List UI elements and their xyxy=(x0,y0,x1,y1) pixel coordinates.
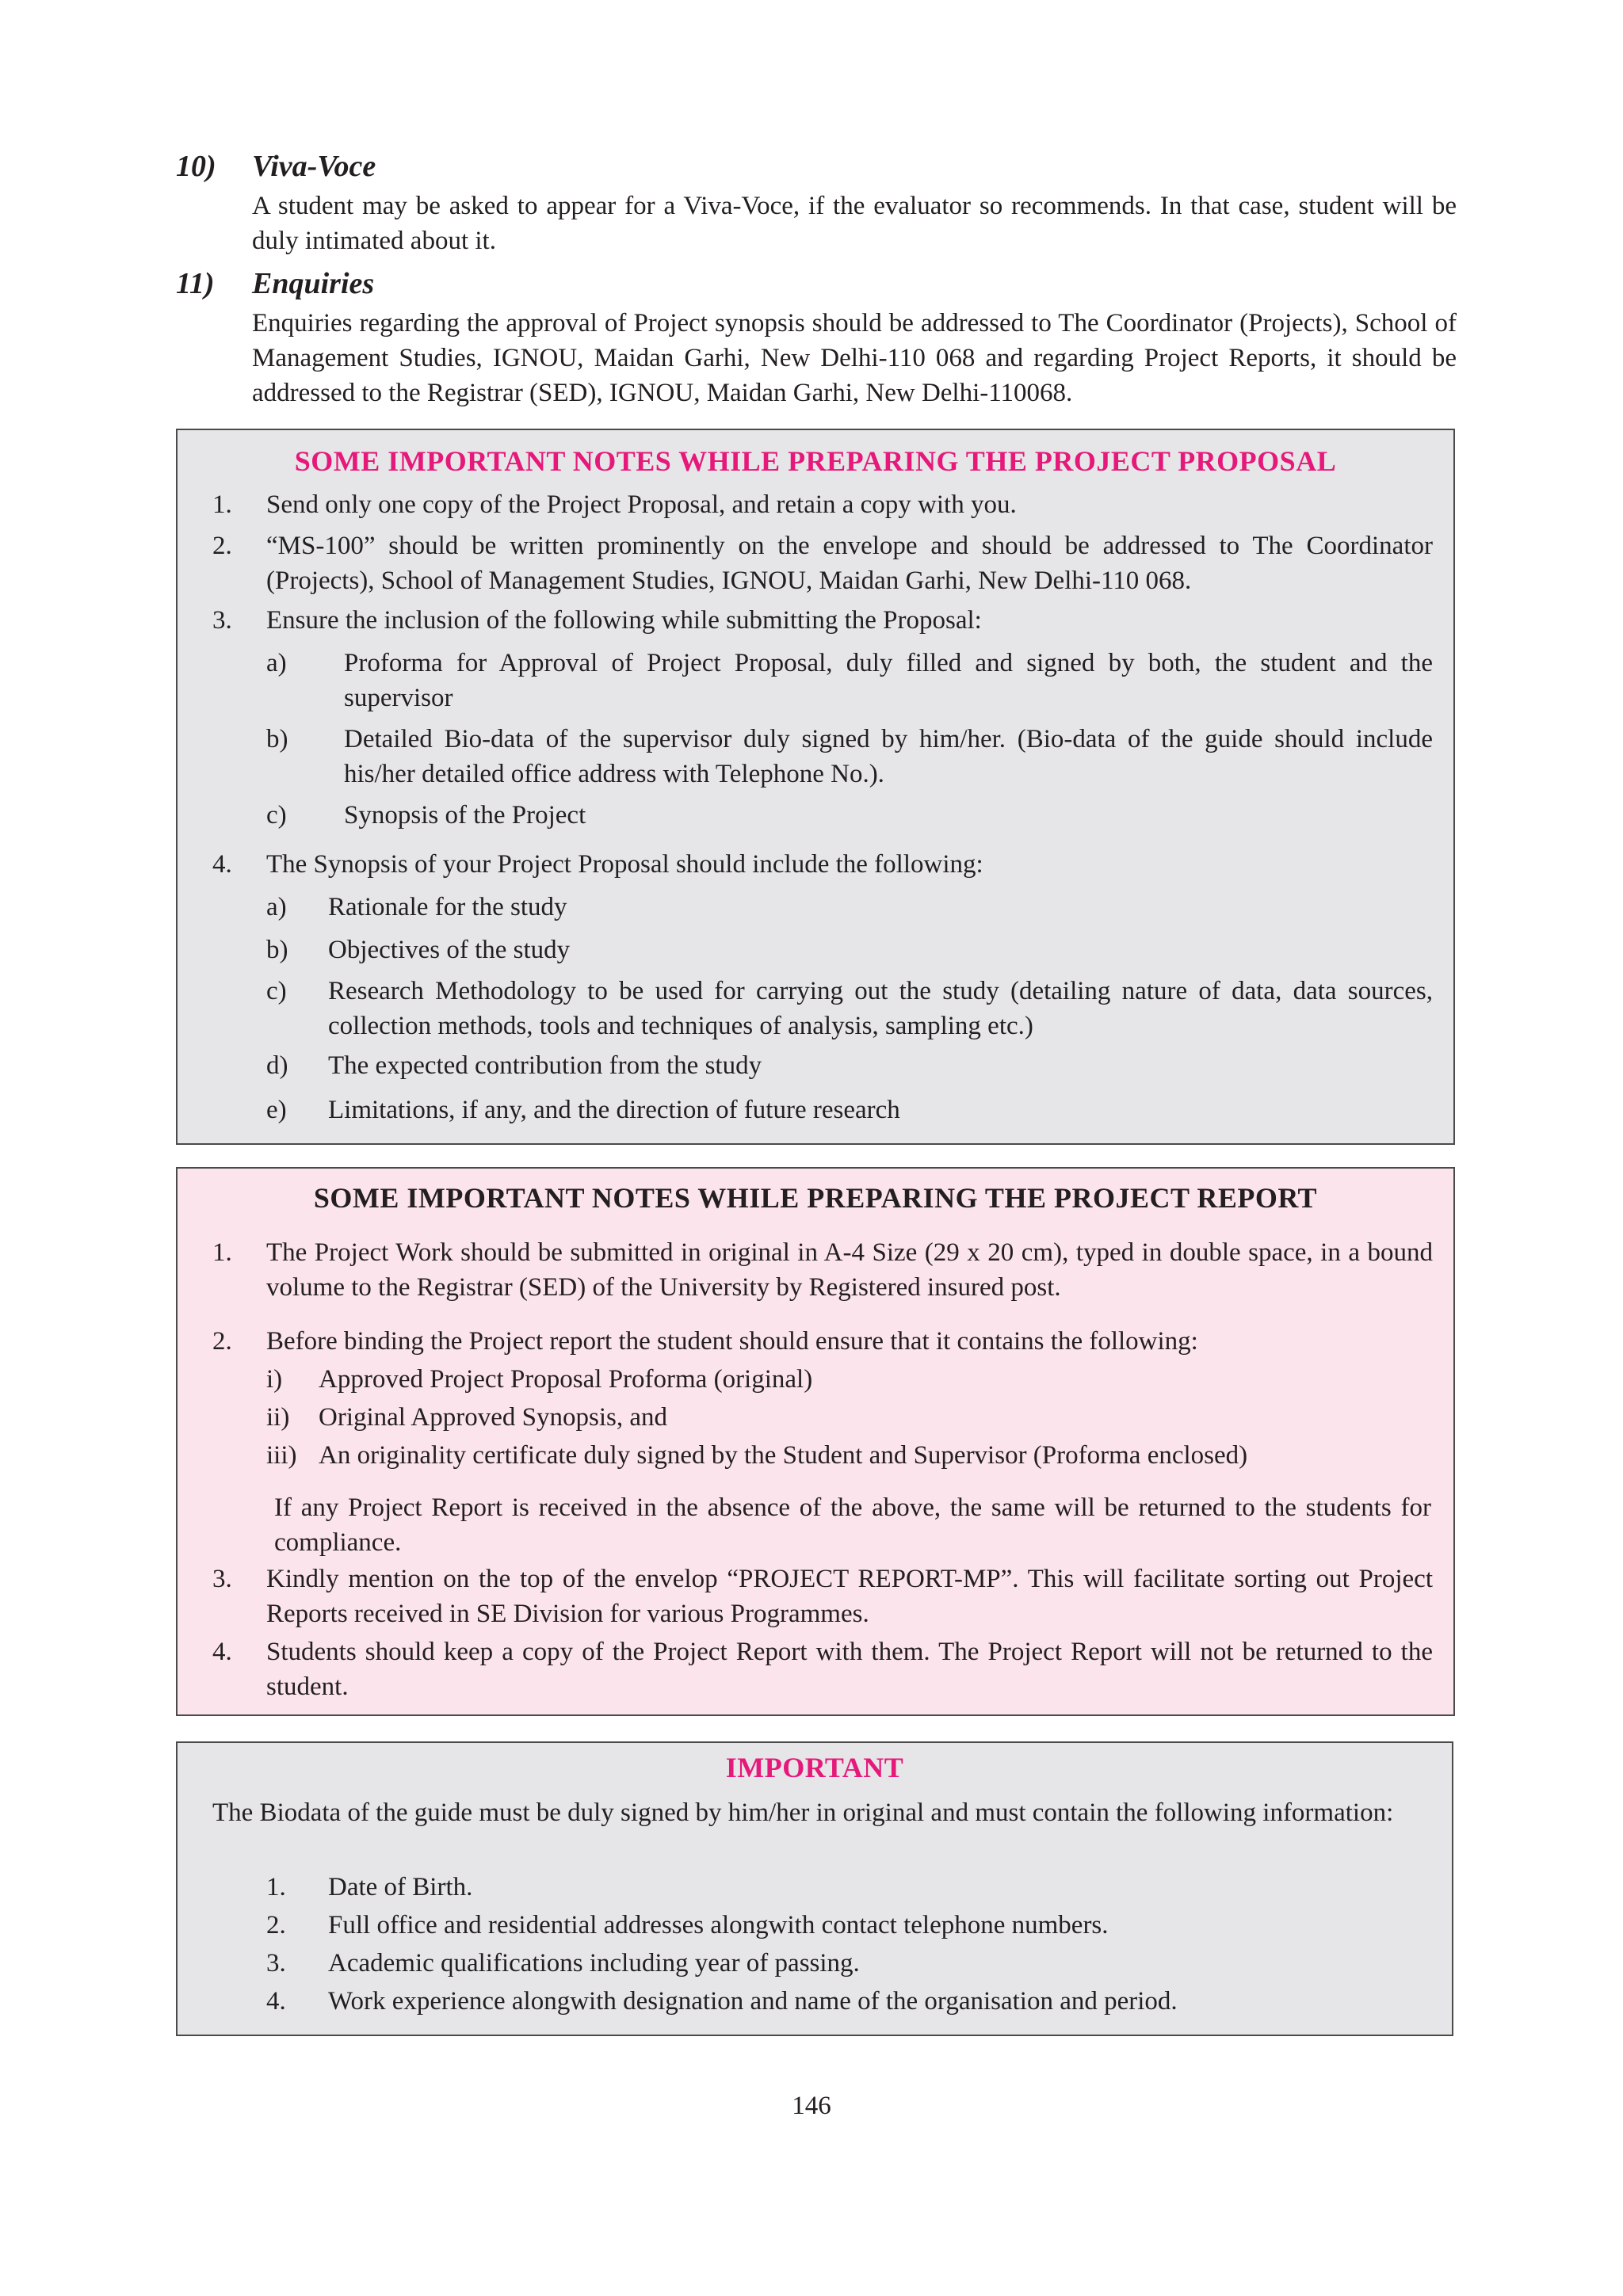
list-roman: ii) xyxy=(266,1403,290,1432)
list-letter: a) xyxy=(266,893,287,921)
list-letter: d) xyxy=(266,1051,288,1080)
list-text: Synopsis of the Project xyxy=(344,801,586,830)
list-number: 3. xyxy=(266,1949,286,1978)
list-text: Proforma for Approval of Project Proposal, duly filled and signed by both, the student and the supervisor xyxy=(344,649,1433,712)
list-text: Rationale for the study xyxy=(328,893,567,921)
list-number: 3. xyxy=(212,1565,232,1593)
list-number: 4. xyxy=(212,850,232,879)
section-11-body: Enquiries regarding the approval of Project synopsis should be addressed to The Coordinator (Projects), School of Management Studies, IGNOU, Maidan Garhi, New Delhi-110 068 and regarding Project Reports, it should be addressed to the Registrar (SED), IGNOU, Maidan Garhi, New Delhi-110068. xyxy=(252,309,1457,407)
list-letter: b) xyxy=(266,725,288,753)
list-letter: a) xyxy=(266,649,287,677)
list-number: 4. xyxy=(212,1638,232,1666)
list-text: Research Methodology to be used for carrying out the study (detailing nature of data, data sources, collection methods, tools and techniques of analysis, sampling etc.) xyxy=(328,977,1433,1040)
list-text: An originality certificate duly signed by the Student and Supervisor (Proforma enclosed) xyxy=(319,1441,1248,1470)
report-notes-box xyxy=(176,1167,1455,1716)
list-text: Before binding the Project report the student should ensure that it contains the following: xyxy=(266,1327,1198,1356)
report-item-2-note: If any Project Report is received in the absence of the above, the same will be returned to the students for compliance. xyxy=(274,1493,1431,1557)
section-10-title: Viva-Voce xyxy=(252,150,376,183)
list-text: Students should keep a copy of the Project Report with them. The Project Report will not be returned to the student. xyxy=(266,1638,1433,1701)
important-box xyxy=(176,1741,1453,2036)
report-notes-title: SOME IMPORTANT NOTES WHILE PREPARING THE PROJECT REPORT xyxy=(313,1182,1318,1214)
list-letter: e) xyxy=(266,1096,287,1124)
important-title: IMPORTANT xyxy=(725,1752,904,1783)
list-text: Objectives of the study xyxy=(328,936,571,964)
page-number: 146 xyxy=(792,2092,831,2120)
list-text: Limitations, if any, and the direction of future research xyxy=(328,1096,900,1124)
section-11-number: 11) xyxy=(176,267,215,300)
list-letter: c) xyxy=(266,801,287,830)
section-11-title: Enquiries xyxy=(252,267,375,300)
list-text: Send only one copy of the Project Proposal, and retain a copy with you. xyxy=(266,490,1017,519)
section-10-body: A student may be asked to appear for a Viva-Voce, if the evaluator so recommends. In that case, student will be duly intimated about it. xyxy=(252,192,1457,255)
list-number: 2. xyxy=(212,532,232,560)
list-text: Ensure the inclusion of the following while submitting the Proposal: xyxy=(266,606,982,635)
list-letter: c) xyxy=(266,977,287,1005)
list-text: Academic qualifications including year of passing. xyxy=(328,1949,860,1978)
proposal-notes-box xyxy=(176,429,1455,1145)
list-text: Kindly mention on the top of the envelop “PROJECT REPORT-MP”. This will facilitate sorting out Project Reports received in SE Division for various Programmes. xyxy=(266,1565,1433,1628)
list-roman: iii) xyxy=(266,1441,297,1470)
list-text: The Synopsis of your Project Proposal should include the following: xyxy=(266,850,983,879)
list-text: The Project Work should be submitted in original in A-4 Size (29 x 20 cm), typed in double space, in a bound volume to the Registrar (SED) of the University by Registered insured post. xyxy=(266,1238,1433,1302)
list-number: 1. xyxy=(266,1873,286,1901)
list-text: Approved Project Proposal Proforma (original) xyxy=(319,1365,813,1394)
list-number: 1. xyxy=(212,1238,232,1267)
list-text: Original Approved Synopsis, and xyxy=(319,1403,667,1432)
list-number: 4. xyxy=(266,1987,286,2016)
list-number: 2. xyxy=(266,1911,286,1939)
list-text: The expected contribution from the study xyxy=(328,1051,762,1080)
list-number: 1. xyxy=(212,490,232,519)
list-text: Date of Birth. xyxy=(328,1873,473,1901)
proposal-notes-title: SOME IMPORTANT NOTES WHILE PREPARING THE PROJECT PROPOSAL xyxy=(294,445,1337,477)
important-intro: The Biodata of the guide must be duly signed by him/her in original and must contain the following information: xyxy=(212,1798,1394,1827)
list-number: 3. xyxy=(212,606,232,635)
list-roman: i) xyxy=(266,1365,283,1394)
list-letter: b) xyxy=(266,936,288,964)
list-text: “MS-100” should be written prominently on the envelope and should be addressed to The Coordinator (Projects), School of Management Studies, IGNOU, Maidan Garhi, New Delhi-110 068. xyxy=(266,532,1433,595)
list-text: Detailed Bio-data of the supervisor duly signed by him/her. (Bio-data of the guide should include his/her detailed office address with Telephone No.). xyxy=(344,725,1433,788)
section-10-number: 10) xyxy=(176,150,216,183)
list-number: 2. xyxy=(212,1327,232,1356)
list-text: Full office and residential addresses alongwith contact telephone numbers. xyxy=(328,1911,1109,1939)
list-text: Work experience alongwith designation and name of the organisation and period. xyxy=(328,1987,1178,2016)
